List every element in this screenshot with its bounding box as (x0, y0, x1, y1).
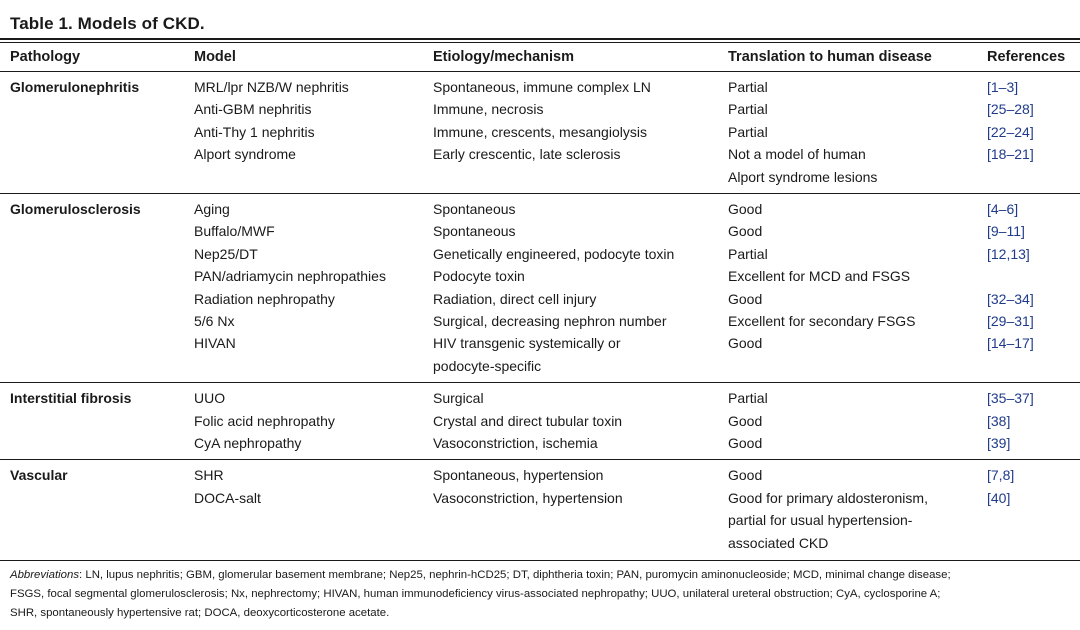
etiology-text: Surgical, decreasing nephron number (433, 313, 667, 329)
header-etiology: Etiology/mechanism (433, 49, 575, 65)
pathology-group-label: Glomerulonephritis (10, 79, 140, 95)
etiology-text: Spontaneous, hypertension (433, 467, 604, 484)
reference-link[interactable]: [12,13] (987, 245, 1030, 262)
header-model: Model (194, 49, 236, 65)
translation-text: Partial (728, 390, 768, 407)
reference-link[interactable]: [4–6] (987, 201, 1019, 217)
reference-link[interactable]: [9–11] (987, 223, 1025, 240)
translation-text: Good (728, 223, 763, 240)
table-title: Table 1. Models of CKD. (10, 14, 205, 33)
model-name: HIVAN (194, 335, 236, 352)
translation-text: Excellent for secondary FSGS (728, 313, 916, 329)
bottom-rule (0, 560, 1080, 561)
translation-text: Not a model of human (728, 146, 866, 163)
reference-link[interactable]: [25–28] (987, 101, 1034, 118)
footnote-line-3: SHR, spontaneously hypertensive rat; DOCA, deoxycorticosterone acetate. (10, 607, 390, 619)
abbreviations-footnote (10, 566, 1072, 623)
reference-link[interactable]: [32–34] (987, 290, 1034, 307)
model-name: Folic acid nephropathy (194, 412, 335, 429)
group-separator-rule (0, 193, 1080, 194)
reference-link[interactable]: [29–31] (987, 313, 1034, 329)
reference-link[interactable]: [35–37] (987, 390, 1034, 407)
footnote-lead: Abbreviations (10, 569, 80, 581)
header-translation: Translation to human disease (728, 49, 932, 65)
top-rule (0, 38, 1080, 40)
translation-text: Partial (728, 79, 768, 95)
footnote-line-1: : LN, lupus nephritis; GBM, glomerular basement membrane; Nep25, nephrin-hCD25; DT, diphtheria toxin; PAN, puromycin aminonucleoside; MCD, minimal change disease; (79, 569, 951, 581)
pathology-group-label: Vascular (10, 467, 68, 484)
etiology-text: Vasoconstriction, hypertension (433, 489, 623, 506)
header-pathology: Pathology (10, 49, 81, 65)
etiology-text: Radiation, direct cell injury (433, 290, 597, 307)
model-name: Anti-GBM nephritis (194, 101, 312, 118)
etiology-text: Vasoconstriction, ischemia (433, 435, 598, 451)
top-rule-inner (0, 42, 1080, 43)
reference-link[interactable]: [18–21] (987, 146, 1034, 163)
header-references: References (987, 49, 1066, 65)
reference-link[interactable]: [39] (987, 435, 1011, 451)
translation-text: associated CKD (728, 534, 829, 551)
etiology-text: Surgical (433, 390, 484, 407)
model-name: CyA nephropathy (194, 435, 302, 451)
etiology-text: Immune, crescents, mesangiolysis (433, 123, 647, 140)
model-name: Anti-Thy 1 nephritis (194, 123, 315, 140)
reference-link[interactable]: [38] (987, 412, 1011, 429)
model-name: Nep25/DT (194, 245, 258, 262)
reference-link[interactable]: [40] (987, 489, 1011, 506)
model-name: DOCA-salt (194, 489, 261, 506)
etiology-text: Early crescentic, late sclerosis (433, 146, 621, 163)
translation-text: Good (728, 201, 763, 217)
translation-text: Alport syndrome lesions (728, 168, 878, 185)
translation-text: Good (728, 335, 763, 352)
model-name: MRL/lpr NZB/W nephritis (194, 79, 349, 95)
translation-text: Good for primary aldosteronism, (728, 489, 928, 506)
translation-text: Partial (728, 101, 768, 118)
translation-text: Good (728, 290, 763, 307)
etiology-text: Spontaneous (433, 201, 516, 217)
model-name: UUO (194, 390, 226, 407)
etiology-text: HIV transgenic systemically or (433, 335, 621, 352)
model-name: PAN/adriamycin nephropathies (194, 268, 386, 285)
etiology-text: Podocyte toxin (433, 268, 525, 285)
reference-link[interactable]: [22–24] (987, 123, 1034, 140)
pathology-group-label: Interstitial fibrosis (10, 390, 132, 407)
pathology-group-label: Glomerulosclerosis (10, 201, 141, 217)
translation-text: Good (728, 467, 763, 484)
etiology-text: Spontaneous (433, 223, 516, 240)
model-name: Radiation nephropathy (194, 290, 335, 307)
translation-text: Partial (728, 123, 768, 140)
translation-text: Good (728, 412, 763, 429)
etiology-text: Immune, necrosis (433, 101, 544, 118)
etiology-text: Genetically engineered, podocyte toxin (433, 245, 675, 262)
model-name: SHR (194, 467, 224, 484)
etiology-text: Spontaneous, immune complex LN (433, 79, 651, 95)
header-rule (0, 71, 1080, 72)
etiology-text: Crystal and direct tubular toxin (433, 412, 623, 429)
model-name: 5/6 Nx (194, 313, 235, 329)
footnote-line-2: FSGS, focal segmental glomerulosclerosis; Nx, nephrectomy; HIVAN, human immunodeficiency virus-associated nephropathy; UUO, unilateral ureteral obstruction; CyA, cyclosporine A; (10, 588, 941, 600)
model-name: Buffalo/MWF (194, 223, 275, 240)
group-separator-rule (0, 382, 1080, 383)
group-separator-rule (0, 459, 1080, 460)
translation-text: partial for usual hypertension- (728, 512, 913, 529)
etiology-text: podocyte-specific (433, 357, 542, 374)
reference-link[interactable]: [7,8] (987, 467, 1015, 484)
model-name: Aging (194, 201, 230, 217)
translation-text: Good (728, 435, 763, 451)
model-name: Alport syndrome (194, 146, 296, 163)
reference-link[interactable]: [1–3] (987, 79, 1019, 95)
translation-text: Partial (728, 245, 768, 262)
reference-link[interactable]: [14–17] (987, 335, 1034, 352)
translation-text: Excellent for MCD and FSGS (728, 268, 911, 285)
